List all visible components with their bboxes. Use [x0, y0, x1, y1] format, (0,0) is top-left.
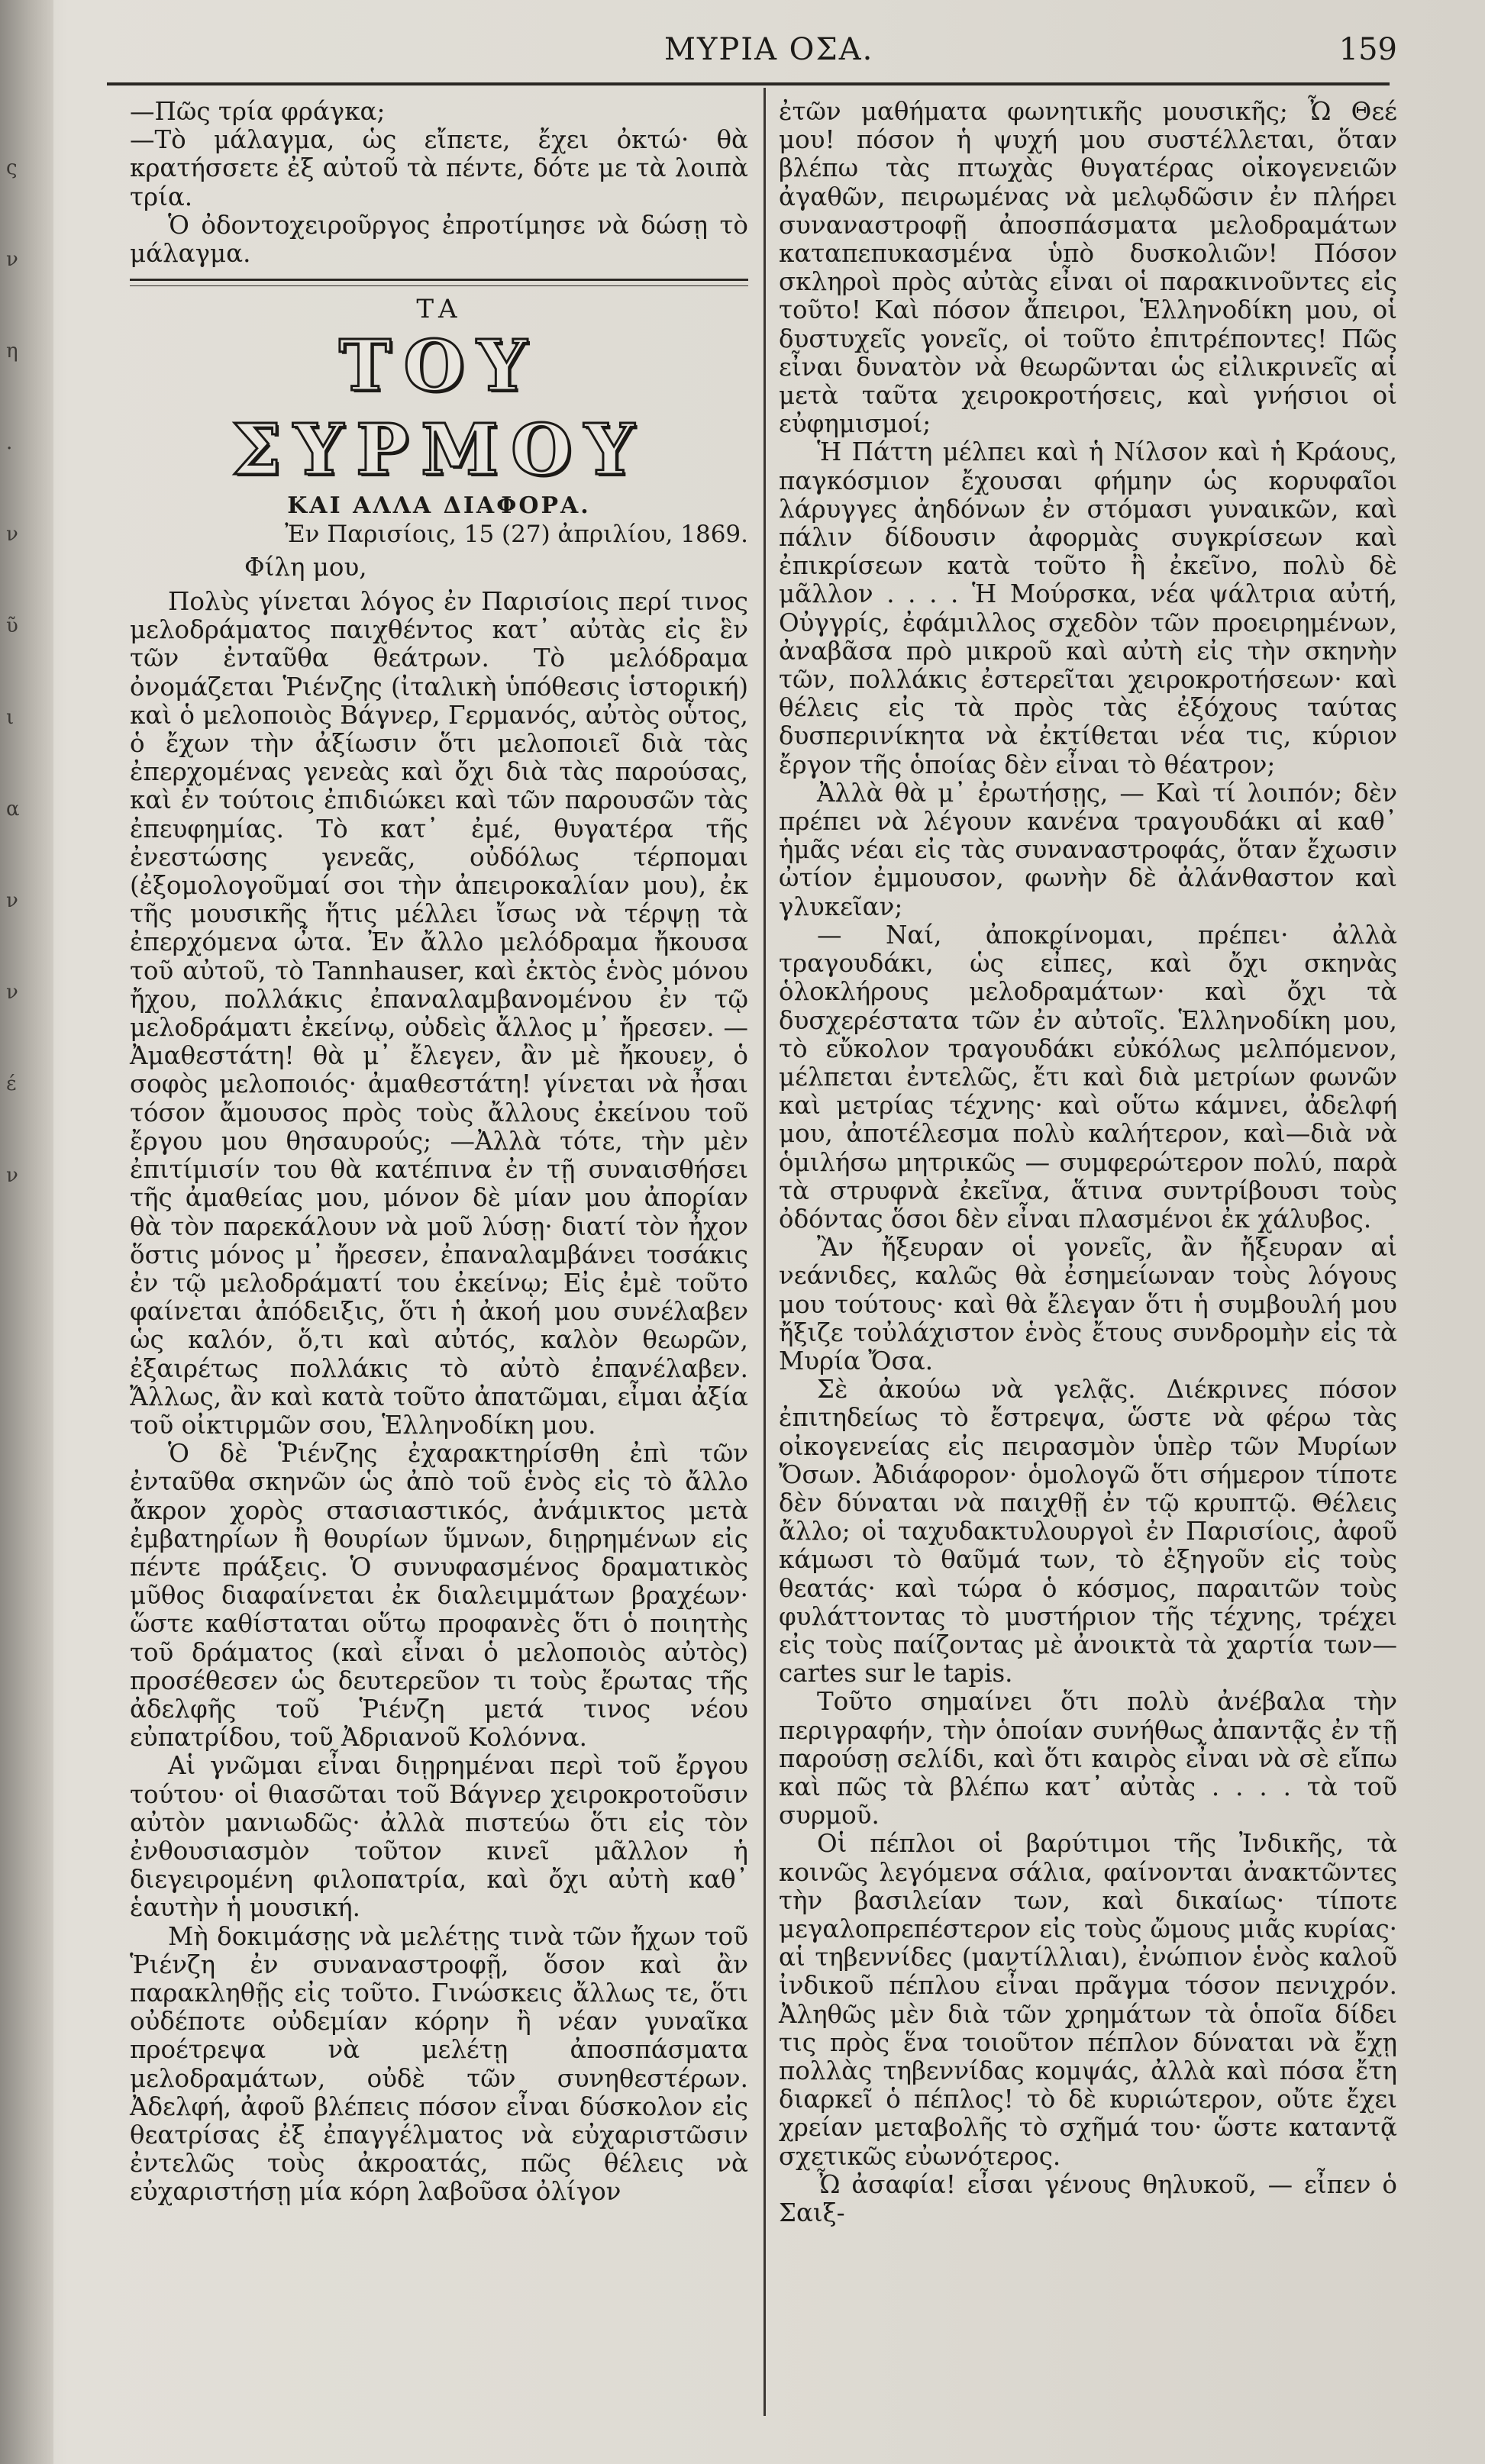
- page-header: [99, 26, 1397, 79]
- page-number: 159: [1338, 32, 1397, 67]
- section-subtitle: ΚΑΙ ΑΛΛΑ ΔΙΑΦΟΡΑ.: [287, 492, 591, 520]
- salutation: Φίλη μου,: [244, 552, 367, 582]
- margin-mark: ῦ: [6, 614, 18, 637]
- paragraph: Ἂν ἤξευραν οἱ γονεῖς, ἂν ἤξευραν αἱ νεάνιδες, καλῶς θὰ ἐσημείωναν τοὺς λόγους μου τούτους· καὶ θὰ ἔλεγαν ὅτι ἡ συμβουλή μου ἤξιζε τοὐλάχιστον ἑνὸς ἔτους συνδρομὴν εἰς τὰ Μυρία Ὄσα.: [779, 1233, 1397, 1376]
- section-title: ΤΟΥ ΣΥΡΜΟΥ: [231, 324, 647, 492]
- margin-mark: ς: [6, 156, 18, 179]
- margin-mark: α: [6, 798, 20, 821]
- margin-mark: ν: [6, 248, 18, 271]
- margin-mark: έ: [6, 1072, 17, 1095]
- margin-mark: ν: [6, 981, 18, 1004]
- margin-mark: ν: [6, 1164, 18, 1187]
- paragraph: Πολὺς γίνεται λόγος ἐν Παρισίοις περί τινος μελοδράματος παιχθέντος κατ᾽ αὐτὰς εἰς ἓν τῶν ἐνταῦθα θεάτρων. Τὸ μελόδραμα ὀνομάζεται Ῥιένζης (ἰταλικὴ ὑπόθεσις ἱστορική) καὶ ὁ μελοποιὸς Βάγνερ, Γερμανός, αὐτὸς οὗτος, ὁ ἔχων τὴν ἀξίωσιν ὅτι μελοποιεῖ διὰ τὰς ἐπερχομένας γενεὰς καὶ ὄχι διὰ τὰς παρούσας, καὶ ἐν τούτοις ἐπιδιώκει καὶ τῶν παρουσῶν τὰς ἐπευφημίας. Τὸ κατ᾽ ἐμέ, θυγατέρα τῆς ἐνεστώσης γενεᾶς, οὐδόλως τέρπομαι (ἐξομολογοῦμαί σοι τὴν ἀπειροκαλίαν μου), ἐκ τῆς μουσικῆς ἥτις μέλλει ἴσως νὰ τέρψῃ τὰ ἐπερχόμενα ὦτα. Ἐν ἄλλο μελόδραμα ἤκουσα τοῦ αὐτοῦ, τὸ Tannhauser, καὶ ἐκτὸς ἑνὸς μόνου ἤχου, πολλάκις ἐπαναλαμβανομένου ἐν τῷ μελοδράματι ἐκείνῳ, οὐδεὶς ἄλλος μ᾽ ἤρεσεν. — Ἀμαθεστάτη! θὰ μ᾽ ἔλεγεν, ἂν μὲ ἤκουεν, ὁ σοφὸς μελοποιός· ἀμαθεστάτη! γίνεται νὰ ἦσαι τόσον ἄμουσος πρὸς τοὺς ἄλλους ἐκείνου τοῦ ἔργου μου θησαυρούς; —Ἀλλὰ τότε, τὴν μὲν ἐπιτίμισίν του θὰ κατέπινα ἐν τῇ συναισθήσει τῆς ἀμαθείας μου, μόνον δὲ μίαν μου ἀπορίαν θὰ τὸν παρεκάλουν νὰ μοῦ λύσῃ· διατί τὸν ἦχον ὅστις μόνος μ᾽ ἤρεσεν, ἐπαναλαμβάνει τοσάκις ἐν τῷ μελοδράματί του ἐκείνῳ; Εἰς ἐμὲ τοῦτο φαίνεται ἀπόδειξις, ὅτι ἡ ἀκοή μου συνέλαβεν ὡς καλόν, ὅ,τι καὶ αὐτός, καλὸν θεωρῶν, ἐξαιρέτως πολλάκις τὸ αὐτὸ ἐπανέλαβεν. Ἄλλως, ἂν καὶ κατὰ τοῦτο ἀπατῶμαι, εἶμαι ἀξία τοῦ οἰκτιρμῶν σου, Ἑλληνοδίκη μου.: [130, 587, 748, 1440]
- margin-mark: ν: [6, 523, 18, 546]
- section-label: ΤΑ: [416, 294, 462, 325]
- margin-mark: .: [6, 431, 13, 454]
- paragraph: Ὦ ἀσαφία! εἶσαι γένους θηλυκοῦ, — εἶπεν ὁ Σαιξ-: [779, 2169, 1397, 2228]
- running-title: ΜΥΡΙΑ ΟΣΑ.: [664, 32, 874, 67]
- right-column: [779, 98, 1397, 2227]
- dateline: Ἐν Παρισίοις, 15 (27) ἀπριλίου, 1869.: [285, 520, 748, 548]
- intro-line-3: Ὁ ὀδοντοχειροῦργος ἐπροτίμησε νὰ δώσῃ τὸ μάλαγμα.: [130, 210, 748, 269]
- paragraph: ἐτῶν μαθήματα φωνητικῆς μουσικῆς; Ὦ Θεέ μου! πόσον ἡ ψυχή μου συστέλλεται, ὅταν βλέπω τὰς πτωχὰς θυγατέρας οἰκογενειῶν ἀγαθῶν, πειρωμένας νὰ μελῳδῶσιν ἐν πλήρει συναναστροφῇ ἀποσπάσματα μελοδραμάτων καταπεπυκασμένα ὑπὸ δυσκολιῶν! Πόσον σκληροὶ πρὸς αὐτὰς εἶναι οἱ παρακινοῦντες εἰς τοῦτο! Καὶ πόσον ἄπειροι, Ἑλληνοδίκη μου, οἱ δυστυχεῖς γονεῖς, οἱ τοῦτο ἐπιτρέποντες! Πῶς εἶναι δυνατὸν νὰ θεωρῶνται ὡς εἰλικρινεῖς αἱ μετὰ ταῦτα χειροκροτήσεις, καὶ γνήσιοι οἱ εὐφημισμοί;: [779, 97, 1397, 439]
- margin-mark: η: [6, 340, 18, 363]
- adjacent-page-fragments: [6, 122, 37, 1221]
- paragraph: Ἀλλὰ θὰ μ᾽ ἐρωτήσῃς, — Καὶ τί λοιπόν; δὲν πρέπει νὰ λέγουν κανένα τραγουδάκι αἱ καθ᾽ ἡμᾶς νέαι εἰς τὰς συναναστροφάς, ὅταν ἔχωσιν ὠτίον ἐμμουσον, φωνὴν δὲ ἀλάνθαστον καὶ γλυκεῖαν;: [779, 778, 1397, 921]
- paragraph: Μὴ δοκιμάσῃς νὰ μελέτῃς τινὰ τῶν ἤχων τοῦ Ῥιένζη ἐν συναναστροφῇ, ὅσον καὶ ἂν παρακληθῇς εἰς τοῦτο. Γινώσκεις ἄλλως τε, ὅτι οὐδέποτε οὐδεμίαν κόρην ἢ νέαν γυναῖκα προέτρεψα νὰ μελέτῃ ἀποσπάσματα μελοδραμάτων, οὐδὲ τῶν συνηθεστέρων. Ἀδελφή, ἀφοῦ βλέπεις πόσον εἶναι δύσκολον εἰς θεατρίσας ἐξ ἐπαγγέλματος νὰ εὐχαριστῶσιν ἐντελῶς τοὺς ἀκροατάς, πῶς θέλεις νὰ εὐχαριστήσῃ μία κόρη λαβοῦσα ὀλίγον: [130, 1921, 748, 2207]
- header-rule: [107, 82, 1390, 85]
- adjacent-page-strip: [0, 0, 53, 2464]
- left-column: [130, 98, 748, 2207]
- paragraph: Ἡ Πάττη μέλπει καὶ ἡ Νίλσον καὶ ἡ Κράους, παγκόσμιον ἔχουσαι φήμην ὡς κορυφαῖοι λάρυγγες ἀηδόνων ἐν στόμασι γυναικῶν, καὶ πάλιν δίδουσιν ἀφορμὰς συγκρίσεων καὶ ἐπικρίσεων κατὰ τοῦτο ἢ ἐκεῖνο, πολὺ δὲ μᾶλλον . . . . Ἡ Μούρσκα, νέα ψάλτρια αὐτή, Οὐγγρίς, ἐφάμιλλος σχεδὸν τῶν προειρημένων, ἀναβᾶσα πρὸ μικροῦ καὶ αὐτὴ εἰς τὴν σκηνὴν τῶν, πολλάκις ἐστερεῖται χειροκροτήσεων· καὶ θέλεις εἰς τὰ πρὸς τὰς ἐξόχους ταύτας δυσπερινίκητα νὰ ἐκτίθεται νέα τις, κύριον ἔργον τῆς ὁποίας δὲν εἶναι τὸ θέατρον;: [779, 437, 1397, 779]
- section-divider: [130, 279, 748, 286]
- paragraph: Οἱ πέπλοι οἱ βαρύτιμοι τῆς Ἰνδικῆς, τὰ κοινῶς λεγόμενα σάλια, φαίνονται ἀνακτῶντες τὴν βασιλείαν των, καὶ δικαίως· τίποτε μεγαλοπρεπέστερον εἰς τοὺς ὤμους μιᾶς κυρίας· αἱ τηβεννίδες (μαντίλλιαι), ἐνώπιον ἑνὸς καλοῦ ἰνδικοῦ πέπλου εἶναι πρᾶγμα τόσον πενιχρόν. Ἀληθῶς μὲν διὰ τῶν χρημάτων τὰ ὁποῖα δίδει τις πρὸς ἕνα τοιοῦτον πέπλον δύναται νὰ ἔχῃ πολλὰς τηβεννίδας κομψάς, ἀλλὰ καὶ πόσα ἔτη διαρκεῖ ὁ πέπλος! τὸ δὲ κυριώτερον, οὔτε ἔχει χρείαν μεταβολῆς τὸ σχῆμά του· ὥστε καταντᾷ σχετικῶς εὐωνότερος.: [779, 1829, 1397, 2171]
- paragraph: Τοῦτο σημαίνει ὅτι πολὺ ἀνέβαλα τὴν περιγραφήν, τὴν ὁποίαν συνήθως ἀπαντᾷς ἐν τῇ παρούσῃ σελίδι, καὶ ὅτι καιρὸς εἶναι νὰ σὲ εἴπω καὶ πῶς τὰ βλέπω κατ᾽ αὐτὰς . . . . τὰ τοῦ συρμοῦ.: [779, 1687, 1397, 1830]
- margin-mark: ν: [6, 889, 18, 912]
- paragraph: Αἱ γνῶμαι εἶναι διῃρημέναι περὶ τοῦ ἔργου τούτου· οἱ θιασῶται τοῦ Βάγνερ χειροκροτοῦσιν αὐτὸν μανιωδῶς· ἀλλὰ πιστεύω ὅτι εἰς τὸν ἐνθουσιασμὸν τοῦτον κινεῖ μᾶλλον ἡ διεγειρομένη φιλοπατρία, καὶ ὄχι αὐτὴ καθ᾽ ἑαυτὴν ἡ μουσική.: [130, 1751, 748, 1923]
- paragraph: Σὲ ἀκούω νὰ γελᾷς. Διέκρινες πόσον ἐπιτηδείως τὸ ἔστρεψα, ὥστε νὰ φέρω τὰς οἰκογενείας εἰς πειρασμὸν ὑπὲρ τῶν Μυρίων Ὄσων. Ἀδιάφορον· ὁμολογῶ ὅτι σήμερον τίποτε δὲν δύναται νὰ παιχθῇ ἐν τῷ κρυπτῷ. Θέλεις ἄλλο; οἱ ταχυδακτυλουργοὶ ἐν Παρισίοις, ἀφοῦ κάμωσι τὸ θαῦμά των, τὸ ἐξηγοῦν εἰς τοὺς θεατάς· καὶ τώρα ὁ κόσμος, παραιτῶν τοὺς φυλάττοντας τὸ μυστήριον τῆς τέχνης, τρέχει εἰς τοὺς παίζοντας μὲ ἀνοικτὰ τὰ χαρτία των— cartes sur le tapis.: [779, 1375, 1397, 1688]
- column-divider: [763, 88, 766, 2416]
- intro-line-1: —Πῶς τρία φράγκα;: [130, 97, 386, 126]
- intro-line-2: —Τὸ μάλαγμα, ὡς εἴπετε, ἔχει ὀκτώ· θὰ κρατήσσετε ἐξ αὐτοῦ τὰ πέντε, δότε με τὰ λοιπὰ τρία.: [130, 125, 748, 211]
- paragraph: — Ναί, ἀποκρίνομαι, πρέπει· ἀλλὰ τραγουδάκι, ὡς εἶπες, καὶ ὄχι σκηνὰς ὁλοκλήρους μελοδραμάτων· καὶ ὄχι τὰ δυσχερέστατα τῶν ἐν αὐτοῖς. Ἑλληνοδίκη μου, τὸ εὔκολον τραγουδάκι εὐκόλως μελπόμενον, μέλπεται ἐντελῶς, ἔτι καὶ διὰ μετρίων φωνῶν καὶ μετρίας τέχνης· καὶ οὕτω κάμνει, ἀδελφή μου, ἀποτέλεσμα πολὺ καλήτερον, καὶ—διὰ νὰ ὁμιλήσω μητρικῶς — συμφερώτερον πολύ, παρὰ τὰ στρυφνὰ ἐκεῖνα, ἅτινα συντρίβουσι τοὺς ὀδόντας ὅσοι δὲν εἶναι πλασμένοι ἐκ χάλυβος.: [779, 920, 1397, 1234]
- margin-mark: ι: [6, 706, 15, 729]
- paragraph: Ὁ δὲ Ῥιένζης ἐχαρακτηρίσθη ἐπὶ τῶν ἐνταῦθα σκηνῶν ὡς ἀπὸ τοῦ ἑνὸς εἰς τὸ ἄλλο ἄκρον χορὸς στασιαστικός, ἀνάμικτος μετὰ ἐμβατηρίων ἢ θουρίων ὕμνων, διῃρημένων εἰς πέντε πράξεις. Ὁ συνυφασμένος δραματικὸς μῦθος διαφαίνεται ἐκ διαλειμμάτων βραχέων· ὥστε καθίσταται οὕτω προφανὲς ὅτι ὁ ποιητὴς τοῦ δράματος (καὶ εἶναι ὁ μελοποιὸς αὐτὸς) προσέθεσεν ὡς δευτερεῦον τι τοὺς ἔρωτας τῆς ἀδελφῆς τοῦ Ῥιένζη μετά τινος νέου εὐπατρίδου, τοῦ Ἀδριανοῦ Κολόννα.: [130, 1439, 748, 1753]
